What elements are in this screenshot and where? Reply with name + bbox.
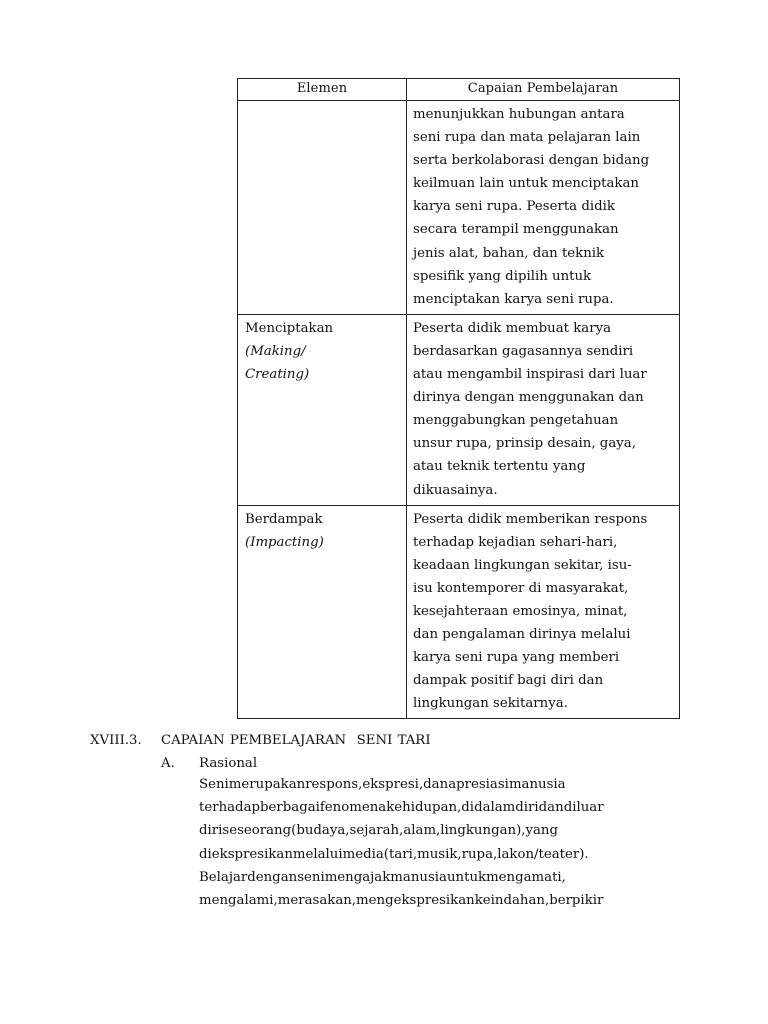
paragraph-word: diekspresikan — [199, 846, 293, 862]
paragraph-word: mengalami, — [199, 893, 278, 909]
capaian-cell — [407, 505, 680, 719]
capaian-line: dampak positif bagi diri dan — [413, 673, 604, 689]
paragraph-word: Belajar — [199, 869, 248, 885]
paragraph-word: mengekspresikan — [356, 893, 475, 909]
elemen-english: (Impacting) — [245, 534, 324, 550]
capaian-line: menunjukkan hubungan antara — [413, 107, 625, 122]
paragraph-word: berbagai — [260, 800, 320, 816]
paragraph-word: ekspresi, — [362, 777, 424, 792]
paragraph-line — [199, 843, 679, 866]
paragraph-word: di — [461, 800, 475, 816]
paragraph-line — [199, 866, 679, 889]
capaian-line: dirinya dengan menggunakan dan — [413, 390, 644, 406]
paragraph-word: dalam — [474, 800, 516, 816]
elemen-text — [238, 506, 406, 557]
capaian-line: Peserta didik membuat karya — [413, 320, 612, 336]
capaian-line: Peserta didik memberikan respons — [413, 511, 648, 527]
paragraph-word: berpikir — [549, 893, 604, 909]
capaian-text — [407, 101, 679, 314]
paragraph-word: respons, — [305, 777, 363, 792]
elemen-cell — [238, 314, 407, 505]
paragraph-word: manusia — [390, 869, 447, 885]
capaian-line: karya seni rupa. Peserta didik — [413, 199, 615, 215]
section-title: CAPAIAN PEMBELAJARAN SENI TARI — [161, 733, 431, 748]
paragraph-word: melalui — [292, 846, 343, 862]
capaian-line: secara terampil menggunakan — [413, 222, 619, 238]
capaian-line: menciptakan karya seni rupa. — [413, 291, 614, 307]
paragraph-word: kehidupan, — [386, 800, 462, 816]
paragraph-word: fenomena — [319, 800, 387, 816]
capaian-line: isu kontemporer di masyarakat, — [413, 580, 629, 596]
subsection-title: Rasional — [199, 756, 258, 771]
elemen-name: Berdampak — [245, 511, 323, 527]
paragraph-word: diri — [199, 823, 223, 839]
paragraph-word: yang — [525, 823, 558, 839]
capaian-line: dikuasainya. — [413, 482, 498, 498]
capaian-line: terhadap kejadian sehari-hari, — [413, 534, 618, 550]
paragraph-line — [199, 889, 679, 912]
capaian-line: unsur rupa, prinsip desain, gaya, — [413, 436, 636, 452]
paragraph-word: mengamati, — [486, 869, 566, 885]
paragraph-word: mengajak — [324, 869, 391, 885]
paragraph-word: luar — [576, 800, 604, 816]
table-row — [238, 101, 680, 315]
paragraph-word: dan — [538, 800, 564, 816]
capaian-cell — [407, 101, 680, 315]
header-elemen: Elemen — [238, 79, 407, 101]
capaian-line: serta berkolaborasi dengan bidang — [413, 153, 650, 169]
paragraph-word: dengan — [247, 869, 298, 885]
capaian-line: jenis alat, bahan, dan teknik — [413, 245, 605, 261]
paragraph-word: lingkungan), — [440, 823, 526, 839]
section-number: XVIII.3. — [90, 733, 142, 748]
capaian-line: atau teknik tertentu yang — [413, 459, 586, 475]
capaian-line: keilmuan lain untuk menciptakan — [413, 176, 639, 192]
paragraph-line — [199, 773, 679, 796]
table-header-row — [238, 79, 680, 101]
paragraph-word: manusia — [508, 777, 566, 792]
paragraph-word: lakon/teater). — [497, 846, 589, 862]
paragraph-word: alam, — [403, 823, 441, 839]
paragraph-word: Seni — [199, 777, 229, 792]
paragraph-word: terhadap — [199, 800, 261, 816]
paragraph-word: rupa, — [461, 846, 498, 862]
capaian-line: karya seni rupa yang memberi — [413, 650, 620, 666]
capaian-text — [407, 315, 679, 505]
elemen-cell — [238, 505, 407, 719]
paragraph-word: merasakan, — [277, 893, 357, 909]
elemen-text — [238, 315, 406, 389]
capaian-table — [237, 78, 680, 719]
paragraph-word: dan — [423, 777, 449, 792]
capaian-line: keadaan lingkungan sekitar, isu- — [413, 557, 632, 573]
elemen-cell — [238, 101, 407, 315]
capaian-line: menggabungkan pengetahuan — [413, 413, 619, 429]
capaian-line: lingkungan sekitarnya. — [413, 696, 568, 712]
paragraph-line — [199, 796, 679, 819]
table-row — [238, 314, 680, 505]
rasional-paragraph — [199, 773, 679, 912]
paragraph-word: seseorang — [222, 823, 292, 839]
paragraph-word: untuk — [446, 869, 487, 885]
capaian-cell — [407, 314, 680, 505]
capaian-text — [407, 506, 679, 719]
paragraph-word: sejarah, — [349, 823, 404, 839]
capaian-line: atau mengambil inspirasi dari luar — [413, 367, 647, 383]
elemen-english: (Making/ — [245, 343, 306, 359]
capaian-line: spesifik yang dipilih untuk — [413, 268, 592, 284]
paragraph-word: keindahan, — [474, 893, 550, 909]
subsection-letter: A. — [161, 756, 175, 771]
paragraph-word: apresiasi — [448, 777, 509, 792]
table-row — [238, 505, 680, 719]
capaian-line: kesejahteraan emosinya, minat, — [413, 603, 628, 619]
paragraph-word: di — [563, 800, 577, 816]
elemen-name: Menciptakan — [245, 320, 334, 336]
capaian-line: dan pengalaman dirinya melalui — [413, 627, 631, 643]
elemen-english: Creating) — [245, 367, 310, 383]
paragraph-word: musik, — [417, 846, 462, 862]
capaian-line: seni rupa dan mata pelajaran lain — [413, 130, 641, 146]
paragraph-word: (budaya, — [291, 823, 350, 839]
capaian-line: berdasarkan gagasannya sendiri — [413, 343, 634, 359]
paragraph-line — [199, 819, 679, 842]
paragraph-word: seni — [297, 869, 325, 885]
paragraph-word: diri — [515, 800, 539, 816]
paragraph-word: media — [342, 846, 384, 862]
paragraph-word: merupakan — [228, 777, 306, 792]
header-capaian: Capaian Pembelajaran — [407, 79, 680, 101]
paragraph-word: (tari, — [383, 846, 418, 862]
